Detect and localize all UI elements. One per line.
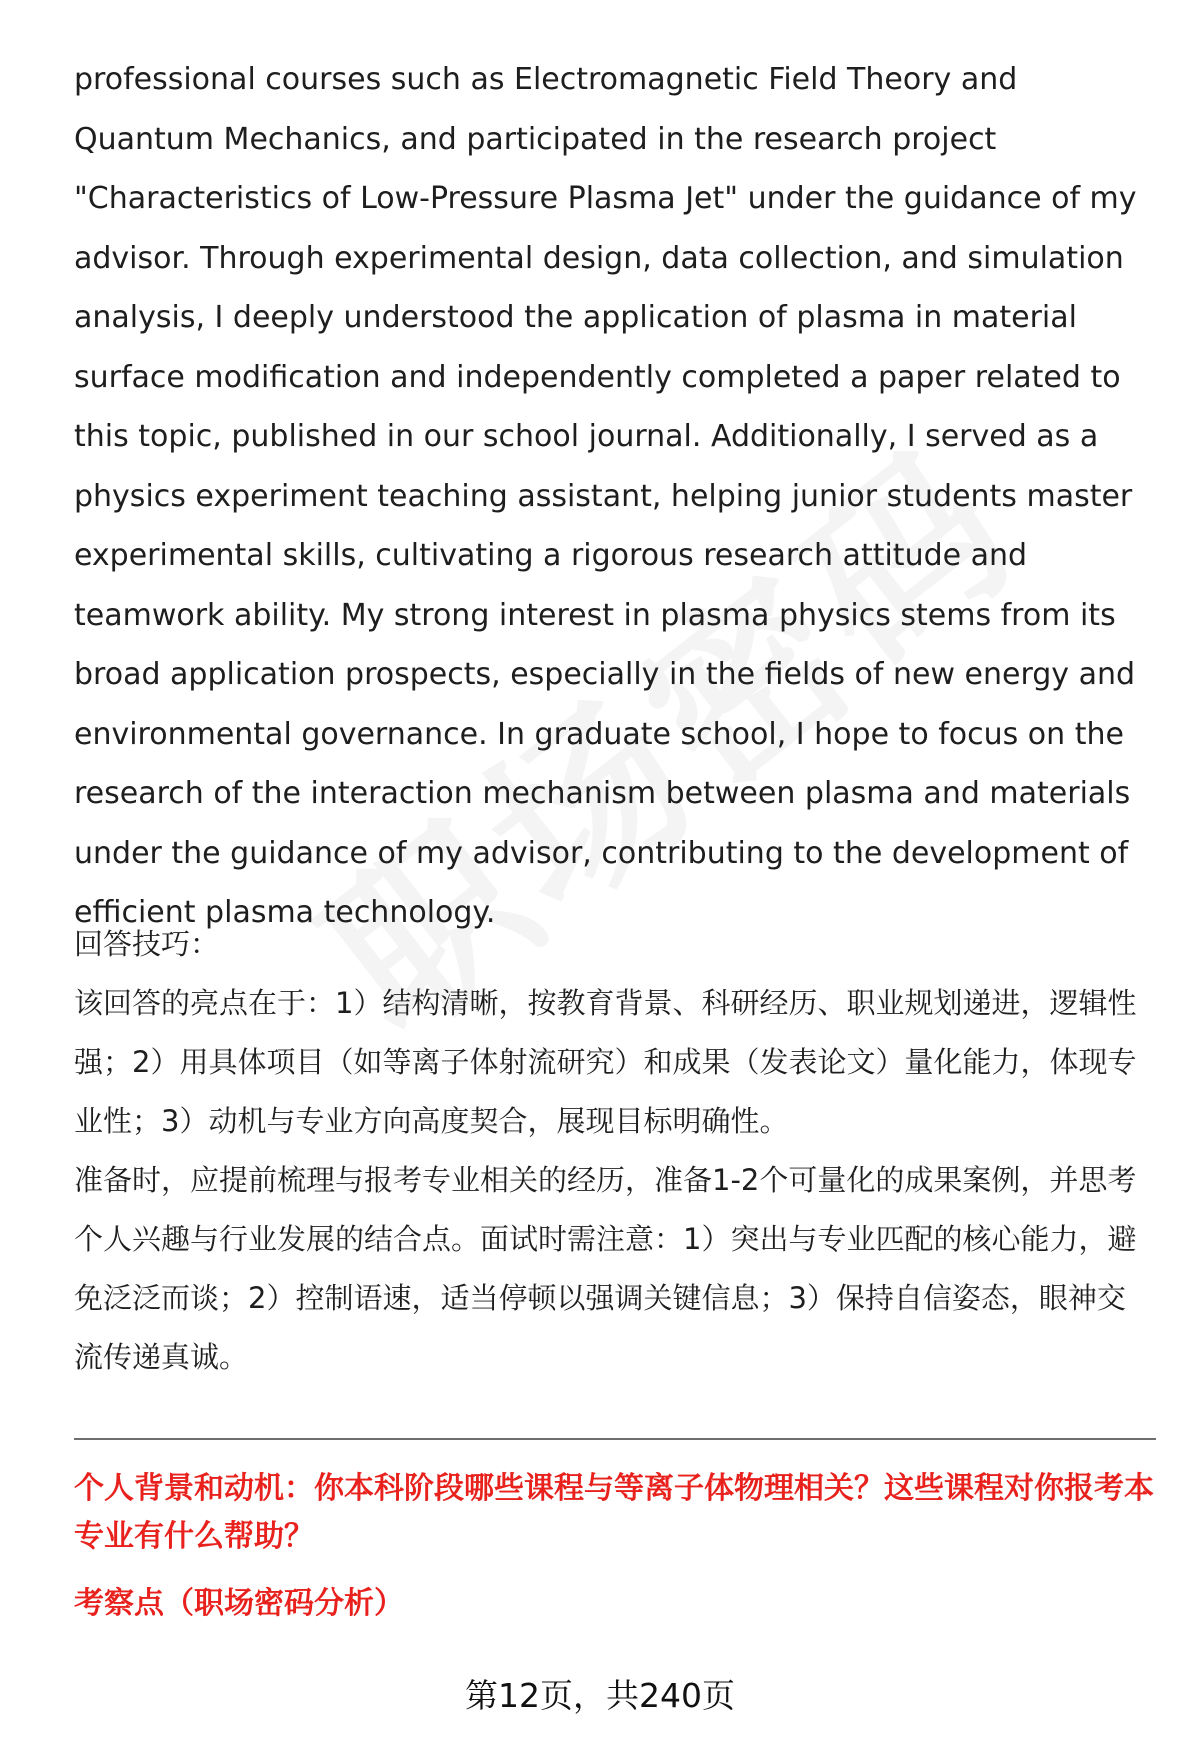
tips-paragraph-preparation: 准备时，应提前梳理与报考专业相关的经历，准备1-2个可量化的成果案例，并思考个人兴趣与行业发展的结合点。面试时需注意：1）突出与专业匹配的核心能力，避免泛泛而谈；2）控制语速，适当停顿以强调关键信息；3）保持自信姿态，眼神交流传递真诚。 — [74, 1163, 1137, 1374]
tips-heading: 回答技巧： — [74, 927, 220, 961]
section-divider — [74, 1438, 1156, 1440]
assessment-subheading: 考察点（职场密码分析） — [74, 1586, 404, 1621]
tips-paragraph-highlights: 该回答的亮点在于：1）结构清晰，按教育背景、科研经历、职业规划递进，逻辑性强；2）用具体项目（如等离子体射流研究）和成果（发表论文）量化能力，体现专业性；3）动机与专业方向高度契合，展现目标明确性。 — [74, 986, 1137, 1138]
question-heading: 个人背景和动机：你本科阶段哪些课程与等离子体物理相关？这些课程对你报考本专业有什么帮助？ — [74, 1471, 1154, 1554]
page-number-footer: 第12页，共240页 — [465, 1676, 735, 1715]
answer-paragraph: professional courses such as Electromagnetic Field Theory and Quantum Mechanics, and participated in the research project "Characteristics of Low-Pressure Plasma Jet" under the guidance of my advisor. Through experimental design, data collection, and simulation analysis, I deeply understood the application of plasma in material surface modification and independently completed a paper related to this topic, published in our school journal. Additionally, I served as a physics experiment teaching assistant, helping junior students master experimental skills, cultivating a rigorous research attitude and teamwork ability. My strong interest in plasma physics stems from its broad application prospects, especially in the fields of new energy and environmental governance. In graduate school, I hope to focus on the research of the interaction mechanism between plasma and materials under the guidance of my advisor, contributing to the development of efficient plasma technology. — [74, 62, 1137, 930]
